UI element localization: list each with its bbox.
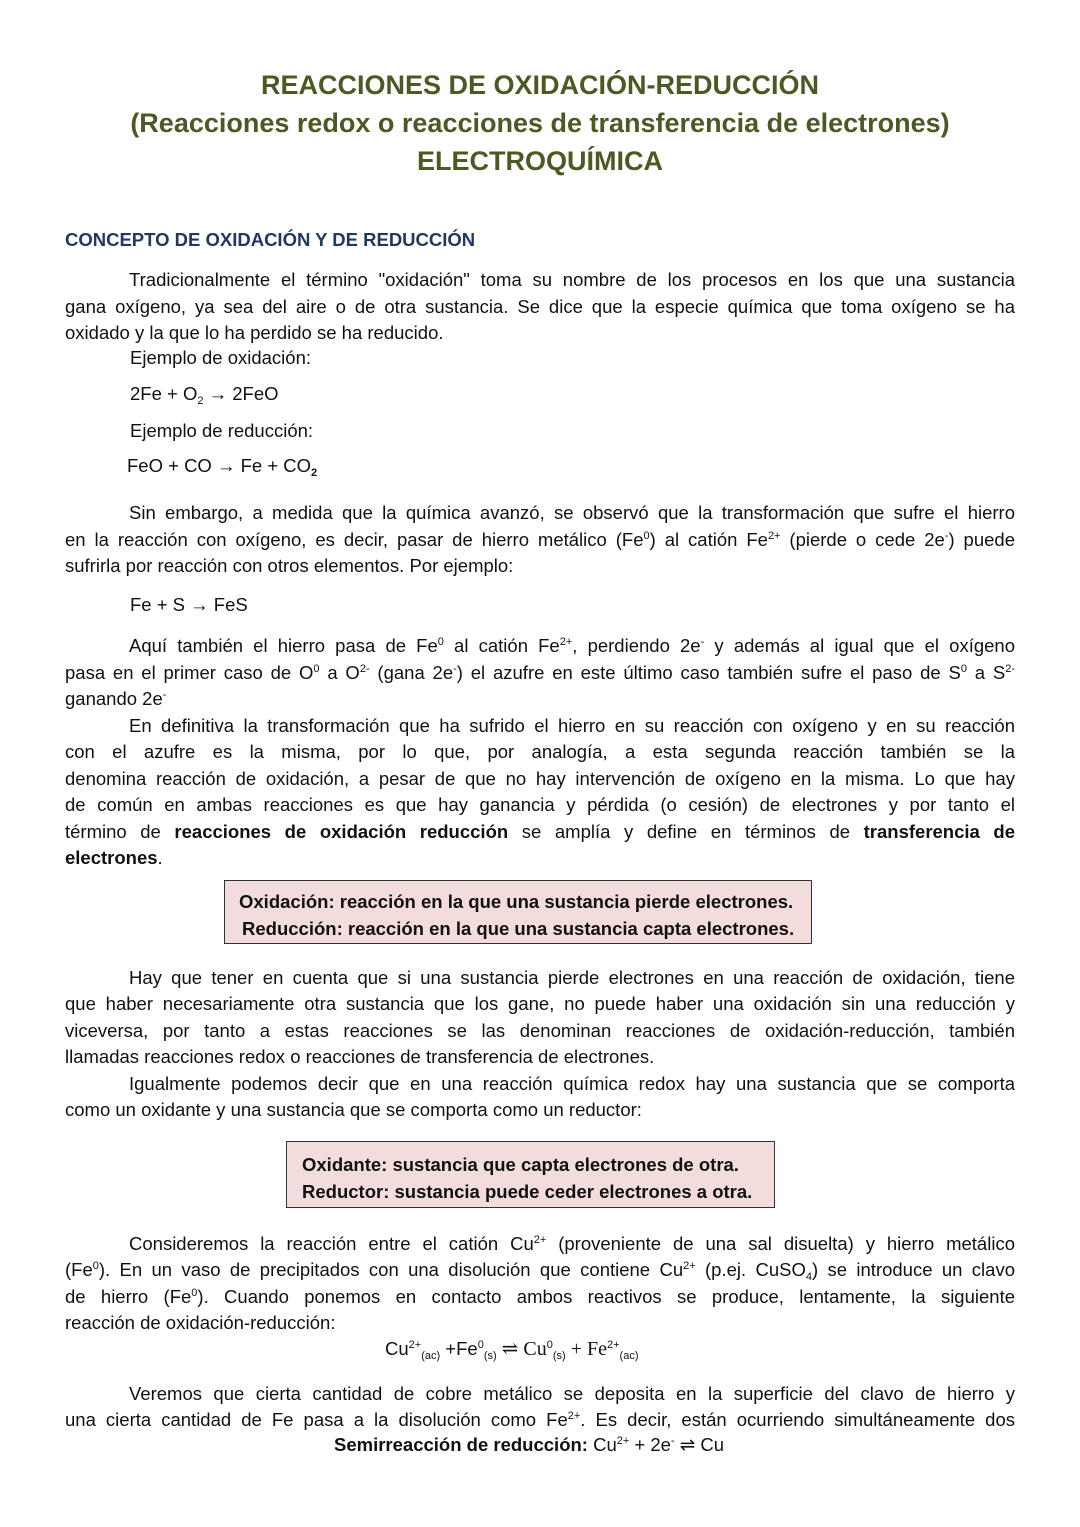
paragraph-line: (Fe$^0$). En un vaso de precipitados con una disolución que contiene $Cu^{2+}$ (p.ej. CuSO$_4$) se introduce un clavo [65, 1259, 1015, 1283]
paragraph-line: en la reacción con oxígeno, es decir, pasar de hierro metálico (Fe$^0$) al catión $Fe^{2+}$ (pierde o cede 2e-) puede [65, 529, 1015, 550]
paragraph-line: llamadas reacciones redox o reacciones de transferencia de electrones. [65, 1046, 655, 1067]
definition-box-agents [286, 1141, 775, 1208]
copper-iron-equation: $Cu^{2+}_{(ac)} +Fe^0_{(s)}$ ⇌ $Cu^0_{(s)} + Fe^{2+}_{(ac)}$ [385, 1338, 639, 1362]
paragraph-line: electrones. [65, 847, 163, 868]
paragraph-line: En definitiva la transformación que ha sufrido el hierro en su reacción con oxígeno y en su reacción [129, 715, 1015, 736]
paragraph-line: de hierro (Fe$^0$). Cuando ponemos en contacto ambos reactivos se produce, lentamente, la siguiente [65, 1286, 1015, 1307]
definition-box-redox [224, 880, 812, 944]
paragraph-line: Veremos que cierta cantidad de cobre metálico se deposita en la superficie del clavo de hierro y [129, 1383, 1015, 1404]
paragraph-line: denomina reacción de oxidación, a pesar de que no hay intervención de oxígeno en la misma. Lo que hay [65, 768, 1015, 789]
paragraph-line: que haber necesariamente otra sustancia que los gane, no puede haber una oxidación sin una reducción y [65, 993, 1015, 1014]
oxidation-example-label: Ejemplo de oxidación: [130, 347, 311, 368]
document-title: REACCIONES DE OXIDACIÓN-REDUCCIÓN [260, 70, 820, 100]
paragraph-line: como un oxidante y una sustancia que se comporta como un reductor: [65, 1099, 642, 1120]
reduction-example-label: Ejemplo de reducción: [130, 420, 314, 441]
paragraph-line: Consideremos la reacción entre el catión $Cu^{2+}$ (proveniente de una sal disuelta) y hierro metálico [129, 1233, 1015, 1254]
reduction-definition: Reducción: reacción en la que una sustancia capta electrones. [242, 918, 795, 939]
reduction-half-reaction: Semirreacción de reducción: $Cu^{2+} + 2e^-$ ⇌ Cu [334, 1434, 725, 1455]
paragraph-line: oxidado y la que lo ha perdido se ha reducido. [65, 322, 444, 343]
paragraph-line: Igualmente podemos decir que en una reacción química redox hay una sustancia que se comporta [129, 1073, 1015, 1094]
paragraph-line: reacción de oxidación-reducción: [65, 1312, 336, 1333]
section-heading: CONCEPTO DE OXIDACIÓN Y DE REDUCCIÓN [65, 229, 476, 250]
paragraph-line: pasa en el primer caso de $O^0$ a $O^{2-}$ (gana 2e-) el azufre en este último caso también sufre el paso de $S^0$ a $S^{2-}$ [65, 662, 1015, 683]
reductant-definition: Reductor: sustancia puede ceder electrones a otra. [302, 1181, 753, 1202]
oxidant-definition: Oxidante: sustancia que capta electrones de otra. [302, 1154, 739, 1175]
paragraph-line: ganando 2e- [65, 688, 167, 709]
oxidation-equation: $2Fe + O_2 \to 2FeO$ [130, 383, 279, 407]
fes-equation: Fe + S → FeS [130, 594, 248, 615]
document-subtitle: (Reacciones redox o reacciones de transferencia de electrones) [130, 108, 950, 138]
paragraph-line: sufrirla por reacción con otros elementos. Por ejemplo: [65, 555, 514, 576]
oxidation-definition: Oxidación: reacción en la que una sustancia pierde electrones. [239, 891, 794, 912]
paragraph-line: Aquí también el hierro pasa de Fe$^0$ al catión $Fe^{2+}$, perdiendo 2e- y además al igual que el oxígeno [129, 635, 1016, 656]
paragraph-line: con el azufre es la misma, por lo que, por analogía, a esta segunda reacción también se la [65, 741, 1015, 762]
reduction-equation: FeO + CO → $Fe + CO_2$ [127, 455, 318, 479]
document-topic: ELECTROQUÍMICA [417, 146, 663, 176]
paragraph-line: término de reacciones de oxidación reducción se amplía y define en términos de transferencia de [65, 821, 1015, 842]
paragraph-line: Sin embargo, a medida que la química avanzó, se observó que la transformación que sufre el hierro [129, 502, 1015, 523]
paragraph-line: Hay que tener en cuenta que si una sustancia pierde electrones en una reacción de oxidación, tiene [129, 967, 1015, 988]
paragraph-line: gana oxígeno, ya sea del aire o de otra sustancia. Se dice que la especie química que toma oxígeno se ha [65, 296, 1015, 317]
paragraph-line: de común en ambas reacciones es que hay ganancia y pérdida (o cesión) de electrones y por tanto el [65, 794, 1015, 815]
paragraph-line: viceversa, por tanto a estas reacciones se las denominan reacciones de oxidación-reducción, también [65, 1020, 1015, 1041]
paragraph-line: Tradicionalmente el término "oxidación" toma su nombre de los procesos en los que una sustancia [129, 269, 1015, 290]
paragraph-line: una cierta cantidad de Fe pasa a la disolución como $Fe^{2+}$. Es decir, están ocurriendo simultáneamente dos [65, 1409, 1015, 1430]
